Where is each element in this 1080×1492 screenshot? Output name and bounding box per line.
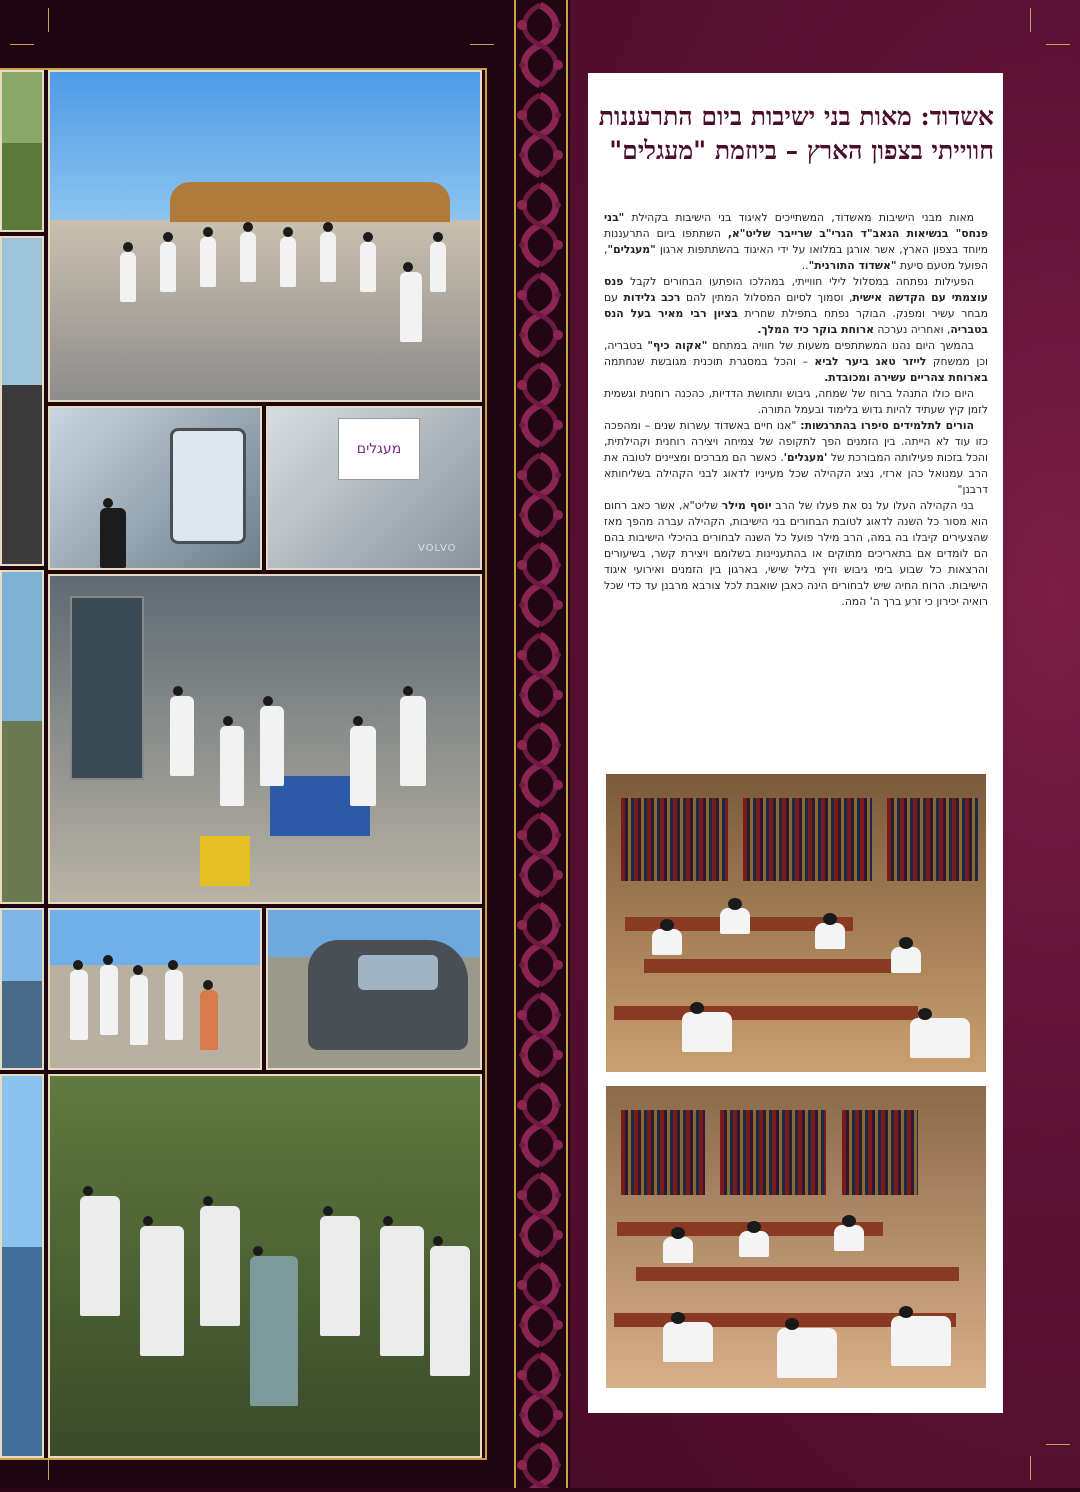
bold-text: בציון רבי מאיר בעל הנס בטבריה — [604, 307, 988, 336]
photo-bus-window — [48, 406, 262, 570]
text-run: – והכל במסגרת תוכנית מגובשת שנחתמה — [604, 355, 815, 368]
photo-crowd-park — [48, 1074, 482, 1458]
crop-mark — [1030, 1456, 1031, 1480]
photo-park-street — [0, 570, 44, 904]
photo-boys-on-steps — [48, 70, 482, 402]
ornament-pattern — [510, 0, 570, 1488]
text-run: בטבריה, וכן ממשחק — [604, 339, 988, 368]
text-run: עם מבחר עשיר ומפנק. הבוקר נפתח בתפילת שחרית — [604, 291, 988, 320]
text-run: , הפועל מטעם סיעת — [604, 243, 988, 272]
crop-mark — [1030, 8, 1031, 32]
photo-yeshiva-hall-2 — [606, 1086, 986, 1388]
bold-text: "אקוה כיף" — [647, 339, 708, 352]
text-run: . כאשר הם מברכים ומציינים לטובה את הרב עמנואל כהן ארזי, נציג הקהילה שכל מעייניו לדאוג לבני הקהילה בשליחותא דרבנן" — [604, 451, 988, 496]
article-paragraph — [604, 418, 988, 498]
article-paragraph — [604, 274, 988, 338]
text-run: , וסמוך לסיום המסלול המתין להם — [680, 291, 853, 304]
text-run: הפעילות נפתחה במסלול לילי חווייתי, במהלכו הופתעו הבחורים לקבל — [623, 275, 974, 288]
photo-marina-left — [0, 908, 44, 1070]
article-paragraph — [604, 386, 988, 418]
text-run: שליט"א, אשר כאב רחום הוא מסור כל השנה לדאוג לטובת הבחורים בני הישיבות, הקהילה עברה מהפך מאז שהצעירים קיבלו בה במה, הרב מילר פועל כל השנה לבחורים בהיכלי הישיבות בהם הם לומדים אם בתאריכים מתוקים או בהתעניינות בשלומם ויצירת קשר, בשיעורים והרצאות כל שבוע בימי גיבוש וזיץ בליל שישי, בארגון בין הזמנים ואירועי איגוד הישיבות. הרוח החיה שיש לבחורים הינה כאבן שואבת לכל צורבא מרבנן עד כדי שכל רואיה יכירון כי זרע ברך ה' המה. — [604, 499, 988, 608]
crop-mark — [10, 44, 34, 45]
crop-mark — [470, 44, 494, 45]
bold-text: לייזר טאג ביער לביא — [814, 355, 927, 368]
ornamental-border — [510, 0, 570, 1488]
bus-brand-label: VOLVO — [418, 543, 457, 554]
article-paragraph — [604, 498, 988, 610]
bold-text: פנס עוצמתי עם הקדשה אישית — [604, 275, 989, 304]
crop-mark — [48, 8, 49, 32]
text-run: "אנו חיים באשדוד עשרות שנים – ומהפכה כזו עוד לא הייתה. בין הזמנים הפך לתקופה של צמיחה ויצירה רוחנית וקהילתית, והכל בזכות פעילותה המבורכת של — [604, 419, 988, 464]
text-run: .. — [801, 259, 809, 272]
text-run: , ואחריה נערכה — [873, 323, 951, 336]
bold-text: ארוחת בוקר כיד המלך. — [757, 323, 874, 336]
article-body — [604, 210, 988, 610]
bold-text: יוסף מילר — [721, 499, 772, 512]
text-run: מאות מבני הישיבות מאשדוד, המשתייכים לאיגוד בני הישיבות בקהילת — [624, 211, 974, 224]
text-run: היום כולו התנהל ברוח של שמחה, גיבוש ותחושת הדדיות, כהכנה רוחנית וגשמית לזמן קיץ שעתיד להיות גדוש בלימוד ובעמל התורה. — [604, 387, 988, 416]
bold-text: רכב גלידות — [623, 291, 681, 304]
photo-yeshiva-hall-1 — [606, 774, 986, 1072]
crop-mark — [1046, 1444, 1070, 1445]
photo-bus-sign — [266, 406, 482, 570]
gold-rule-right — [566, 0, 568, 1488]
gold-rule-left — [514, 0, 516, 1488]
photo-snacks-table — [0, 70, 44, 232]
text-run: השתתפו ביום התרעננות מיוחד בצפון הארץ, אשר אורגן במלואו על ידי האיגוד בהשתתפות ארגון — [604, 227, 988, 256]
article-paragraph — [604, 338, 988, 386]
article-paragraph — [604, 210, 988, 274]
bus-sign-label: מעגלים — [338, 418, 420, 480]
bold-text: בארוחת צהריים עשירה ומכובדת. — [824, 371, 988, 384]
text-run: בני הקהילה העלו על נס את פעלו של הרב — [771, 499, 974, 512]
photo-boys-group — [0, 236, 44, 566]
photo-van — [266, 908, 482, 1070]
photo-marina-group — [48, 908, 262, 1070]
article-title: אשדוד: מאות בני ישיבות ביום התרעננות חווייתי בצפון הארץ – ביוזמת "מעגלים" — [598, 102, 994, 165]
bold-text: הורים לתלמידים סיפרו בהתרגשות: — [800, 419, 975, 432]
photo-foosball-hall — [48, 574, 482, 904]
bold-text: 'מעגלים' — [783, 451, 828, 464]
crop-mark — [1046, 44, 1070, 45]
bold-text: "מעגלים" — [607, 243, 656, 256]
bold-text: "בני פנחס" בנשיאות הגאב"ד הגרי"ב שרייבר שליט"א, — [604, 211, 989, 240]
text-run: בהמשך היום נהנו המשתתפים משעות של חוויה במתחם — [707, 339, 974, 352]
photo-harbor — [0, 1074, 44, 1458]
bold-text: "אשדוד התורנית" — [808, 259, 897, 272]
